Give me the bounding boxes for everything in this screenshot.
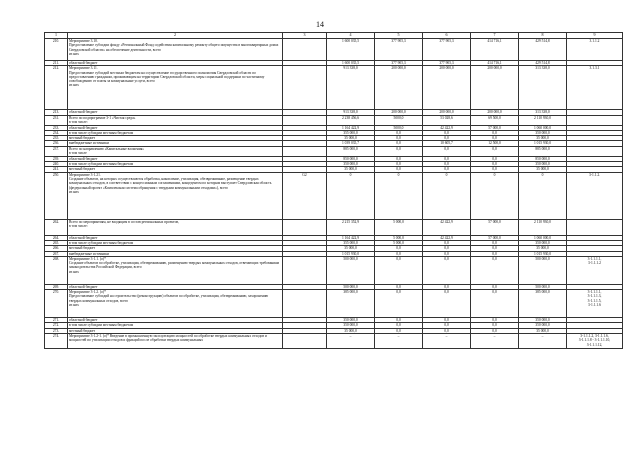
table-row <box>45 39 623 61</box>
column-number: 6 <box>423 33 471 39</box>
row-code <box>283 115 327 125</box>
row-year-3: 0,0 <box>471 246 519 251</box>
table-row <box>45 334 623 349</box>
row-year-4: 35 000,0 <box>519 136 567 141</box>
row-year-4: 350 000,0 <box>519 318 567 323</box>
row-description: Мероприятие 3-1.21. Создание объектов, на которых осуществляются обработка, накопление, утилизация, обезвреживание, размещение твердых коммунальных отходов, в соответствии с концессионным соглашениями, концедентом по которым выступает Свердловская область (федеральный проект «Комплексная система обращения с твердыми коммунальными отходами»), всего из них <box>68 172 283 219</box>
row-year-4: 350 000,0 <box>519 162 567 167</box>
row-year-1: 0,0 <box>375 284 423 289</box>
row-code <box>283 256 327 284</box>
row-description: местный бюджет <box>68 246 283 251</box>
row-description: областной бюджет <box>68 125 283 130</box>
row-year-3: 12 500,0 <box>471 141 519 146</box>
row-description: местный бюджет <box>68 328 283 333</box>
row-year-3: 200 000,0 <box>471 66 519 110</box>
row-year-4: 313 338,0 <box>519 66 567 110</box>
row-year-1: 0,0 <box>375 136 423 141</box>
row-description: областной бюджет <box>68 156 283 161</box>
row-total: 350 000,0 <box>327 323 375 328</box>
row-year-1: 0,0 <box>375 251 423 256</box>
row-year-4: 1 015 930,0 <box>519 251 567 256</box>
row-number: 233. <box>45 125 68 130</box>
row-year-1: – <box>375 334 423 349</box>
row-description: местный бюджет <box>68 136 283 141</box>
column-number: 5 <box>375 33 423 39</box>
row-year-4: 2 110 930,0 <box>519 219 567 235</box>
table-row <box>45 115 623 125</box>
row-number: 241. <box>45 167 68 172</box>
row-target-refs: 3-1.1.1.2, 3-1.1.1.6, 3-1.1.1.8 - 3-1.1.1.10, 3-1.1.1.12, <box>567 334 623 349</box>
row-year-4: 500 000,0 <box>519 256 567 284</box>
row-description: в том числе субсидии местным бюджетам <box>68 162 283 167</box>
row-year-2: 200 000,0 <box>423 66 471 110</box>
row-number: 268. <box>45 256 68 284</box>
row-year-3: 57 000,0 <box>471 219 519 235</box>
row-number: 264. <box>45 235 68 240</box>
column-number: 7 <box>471 33 519 39</box>
row-year-3: 0,0 <box>471 251 519 256</box>
row-year-4: 850 000,0 <box>519 156 567 161</box>
row-number: 235. <box>45 136 68 141</box>
row-year-4: 1 060 000,0 <box>519 235 567 240</box>
row-year-3: 0,0 <box>471 136 519 141</box>
table-row <box>45 256 623 284</box>
row-total: 1 600 035,5 <box>327 61 375 66</box>
row-year-1: 377 905,3 <box>375 61 423 66</box>
row-year-1: 5 000,0 <box>375 240 423 245</box>
row-number: 273. <box>45 328 68 333</box>
row-total: 35 000,0 <box>327 246 375 251</box>
table-row <box>45 66 623 110</box>
row-year-2: 0,0 <box>423 328 471 333</box>
row-year-4: 350 000,0 <box>519 240 567 245</box>
row-year-2: 0,0 <box>423 136 471 141</box>
row-year-3: 0,0 <box>471 167 519 172</box>
column-number: 1 <box>45 33 68 39</box>
row-year-1: 0,0 <box>375 328 423 333</box>
table-row <box>45 290 623 318</box>
row-year-2: 377 905,3 <box>423 61 471 66</box>
budget-table <box>44 32 623 349</box>
row-year-3: 0,0 <box>471 240 519 245</box>
row-total: 35 000,0 <box>327 328 375 333</box>
row-year-3: 0,0 <box>471 146 519 156</box>
row-year-1: 200 000,0 <box>375 110 423 115</box>
row-total: 1 039 035,7 <box>327 141 375 146</box>
row-year-1: 0 <box>375 172 423 219</box>
table-row <box>45 172 623 219</box>
row-year-2: 0,0 <box>423 323 471 328</box>
row-year-1: 0,0 <box>375 246 423 251</box>
row-target-refs: 3-1.1.1.1, 3-1.1.1.2 <box>567 256 623 284</box>
row-year-1: 200 000,0 <box>375 66 423 110</box>
row-number: 239. <box>45 156 68 161</box>
row-number: 265. <box>45 240 68 245</box>
row-year-4: 2 110 930,0 <box>519 115 567 125</box>
row-year-2: 0,0 <box>423 284 471 289</box>
row-description: местный бюджет <box>68 167 283 172</box>
row-year-3: 414 716,1 <box>471 39 519 61</box>
row-code <box>283 219 327 235</box>
row-total: 850 000,0 <box>327 156 375 161</box>
row-description: областной бюджет <box>68 61 283 66</box>
row-description: областной бюджет <box>68 284 283 289</box>
row-total: 1 015 930,0 <box>327 251 375 256</box>
row-year-2: 0,0 <box>423 256 471 284</box>
row-year-2: 10 605,7 <box>423 141 471 146</box>
row-total: 355 000,0 <box>327 130 375 135</box>
row-number: 267. <box>45 251 68 256</box>
row-year-4: 35 000,0 <box>519 167 567 172</box>
row-year-3: – <box>471 334 519 349</box>
row-year-1: 5 000,0 <box>375 219 423 235</box>
row-code <box>283 39 327 61</box>
row-description: Всего по мероприятиям, не входящим в состав региональных проектов, в том числе: <box>68 219 283 235</box>
row-year-1: 0,0 <box>375 323 423 328</box>
row-total: 1 164 422,9 <box>327 125 375 130</box>
row-number: 271. <box>45 318 68 323</box>
row-year-1: 0,0 <box>375 162 423 167</box>
row-total: 2 215 352,9 <box>327 219 375 235</box>
row-target-refs: 3.1.3.1 <box>567 66 623 110</box>
row-year-2: 200 000,0 <box>423 110 471 115</box>
row-year-3: 0,0 <box>471 162 519 167</box>
row-total: 913 338,0 <box>327 66 375 110</box>
row-number: 272. <box>45 323 68 328</box>
row-total: 500 000,0 <box>327 256 375 284</box>
row-description: областной бюджет <box>68 318 283 323</box>
row-year-1: 5000,0 <box>375 115 423 125</box>
row-number: 237. <box>45 146 68 156</box>
row-description: в том числе субсидии местным бюджетам <box>68 323 283 328</box>
row-number: 270. <box>45 290 68 318</box>
row-target-refs: 3-1.1.1.1, 3-1.1.1.3, 3-1.1.1.5, 3-1.1.1.6 <box>567 290 623 318</box>
row-number: 211. <box>45 61 68 66</box>
row-description: в том числе субсидии местным бюджетам <box>68 240 283 245</box>
row-year-4: 385 000,0 <box>519 290 567 318</box>
row-year-2: 53 028,6 <box>423 115 471 125</box>
column-number: 3 <box>283 33 327 39</box>
row-target-refs: 3-1.1.2. <box>567 172 623 219</box>
row-code: G2 <box>283 172 327 219</box>
row-year-2: 0,0 <box>423 162 471 167</box>
row-year-1: 5000,0 <box>375 125 423 130</box>
row-number: 269. <box>45 284 68 289</box>
row-year-2: 42 422,9 <box>423 219 471 235</box>
row-number: 262. <box>45 219 68 235</box>
row-description: Мероприятие 3-1.2-1. (о)* Введение в промышленную эксплуатацию мощностей по обработке твердых коммунальных отходов и мощностей по утилизации отходов и фракций после обработки твердых коммунальных <box>68 334 283 349</box>
row-total: 355 000,0 <box>327 240 375 245</box>
row-year-4: 500 000,0 <box>519 284 567 289</box>
row-year-4: – <box>519 334 567 349</box>
column-number: 2 <box>68 33 283 39</box>
row-description: Мероприятие 3.11. Предоставление субсидий местным бюджетам на осуществление государственного полномочия Свердловской области по предоставлению гражданам, проживающим на территории Свердловской области, меры социальной поддержки по частичному освобождению от платы за коммунальные услуги, всего из них <box>68 66 283 110</box>
row-total: 500 000,0 <box>327 284 375 289</box>
row-number: 236. <box>45 141 68 146</box>
row-year-3: 0,0 <box>471 256 519 284</box>
row-description: Всего по подпрограмме 3-1 «Чистая среда» в том числе: <box>68 115 283 125</box>
row-year-4: 350 000,0 <box>519 130 567 135</box>
row-year-2: 0,0 <box>423 246 471 251</box>
row-total: – <box>327 334 375 349</box>
row-year-4: 429 514,8 <box>519 39 567 61</box>
row-total: 1 600 035,5 <box>327 39 375 61</box>
row-year-3: 414 716,1 <box>471 61 519 66</box>
row-year-2: 0 <box>423 172 471 219</box>
row-year-3: 0,0 <box>471 323 519 328</box>
column-number: 8 <box>519 33 567 39</box>
row-description: Мероприятие 3-1.2. (о)* Предоставление субсидий на строительство (реконструкцию) объектов по обработке, утилизации, обезвреживанию, захоронению твердых коммунальных отходов, всего из них <box>68 290 283 318</box>
row-year-2: 42 422,9 <box>423 235 471 240</box>
column-number: 9 <box>567 33 623 39</box>
row-year-2: 0,0 <box>423 290 471 318</box>
row-total: 35 000,0 <box>327 136 375 141</box>
row-target-refs <box>567 146 623 156</box>
row-number: 266. <box>45 246 68 251</box>
row-number: 234. <box>45 130 68 135</box>
row-year-1: 0,0 <box>375 256 423 284</box>
row-year-1: 0,0 <box>375 130 423 135</box>
row-year-2: 42 422,9 <box>423 125 471 130</box>
row-year-4: 0 <box>519 172 567 219</box>
row-year-3: 0 <box>471 172 519 219</box>
row-year-1: 0,0 <box>375 290 423 318</box>
column-number: 4 <box>327 33 375 39</box>
row-year-3: 0,0 <box>471 290 519 318</box>
row-description: внебюджетные источники <box>68 141 283 146</box>
row-target-refs <box>567 115 623 125</box>
row-target-refs <box>567 219 623 235</box>
row-number: 274. <box>45 334 68 349</box>
row-number: 250. <box>45 172 68 219</box>
row-year-1: 0,0 <box>375 156 423 161</box>
row-year-2: 0,0 <box>423 130 471 135</box>
row-year-3: 57 000,0 <box>471 235 519 240</box>
row-year-3: 0,0 <box>471 130 519 135</box>
row-year-3: 200 000,0 <box>471 110 519 115</box>
table-row <box>45 146 623 156</box>
row-year-2: 0,0 <box>423 146 471 156</box>
row-number: 213. <box>45 110 68 115</box>
row-code <box>283 146 327 156</box>
row-year-4: 35 000,0 <box>519 246 567 251</box>
row-year-3: 0,0 <box>471 284 519 289</box>
row-year-3: 57 000,0 <box>471 125 519 130</box>
row-year-1: 0,0 <box>375 146 423 156</box>
row-year-3: 69 500,0 <box>471 115 519 125</box>
row-year-2: 0,0 <box>423 318 471 323</box>
row-total: 0 <box>327 172 375 219</box>
row-description: Всего по направлению «Капитальные вложения» в том числе <box>68 146 283 156</box>
row-year-3: 0,0 <box>471 328 519 333</box>
table-row <box>45 219 623 235</box>
row-year-3: 0,0 <box>471 318 519 323</box>
row-number: 212. <box>45 66 68 110</box>
row-year-2: 377 905,3 <box>423 39 471 61</box>
row-year-3: 0,0 <box>471 156 519 161</box>
row-year-1: 377 905,3 <box>375 39 423 61</box>
row-year-4: 429 514,8 <box>519 61 567 66</box>
row-year-2: – <box>423 334 471 349</box>
row-total: 1 164 422,9 <box>327 235 375 240</box>
row-year-2: 0,0 <box>423 240 471 245</box>
row-description: Мероприятие 3-1.1. (о)* Создание объектов по обработке, утилизации, обезвреживанию, размещению твердых коммунальных отходов, отвечающих требованиям законодательства Российской Федерации, всего из них <box>68 256 283 284</box>
row-year-4: 350 000,0 <box>519 323 567 328</box>
row-total: 350 000,0 <box>327 162 375 167</box>
row-description: областной бюджет <box>68 235 283 240</box>
row-year-4: 1 015 930,0 <box>519 141 567 146</box>
row-description: внебюджетные источники <box>68 251 283 256</box>
row-code <box>283 334 327 349</box>
row-year-4: 1 060 000,0 <box>519 125 567 130</box>
row-description: в том числе субсидии местным бюджетам <box>68 130 283 135</box>
row-year-2: 0,0 <box>423 156 471 161</box>
row-year-1: 0,0 <box>375 167 423 172</box>
row-total: 913 338,0 <box>327 110 375 115</box>
row-number: 210. <box>45 39 68 61</box>
row-number: 240. <box>45 162 68 167</box>
row-year-2: 0,0 <box>423 167 471 172</box>
row-description: областной бюджет <box>68 110 283 115</box>
row-total: 885 000,0 <box>327 146 375 156</box>
row-year-1: 0,0 <box>375 141 423 146</box>
row-year-4: 885 000,0 <box>519 146 567 156</box>
row-description: Мероприятие 3.10. Предоставление субсидии фонду «Региональный Фонд содействия капитальному ремонту общего имущества в многоквартирных домах Свердловской области» на обеспечение деятельности, всего из них <box>68 39 283 61</box>
row-year-2: 0,0 <box>423 251 471 256</box>
row-total: 350 000,0 <box>327 318 375 323</box>
row-number: 231. <box>45 115 68 125</box>
row-year-1: 0,0 <box>375 318 423 323</box>
row-total: 2 238 456,6 <box>327 115 375 125</box>
row-total: 385 000,0 <box>327 290 375 318</box>
row-code <box>283 66 327 110</box>
page-number: 14 <box>316 20 324 29</box>
row-year-4: 313 338,0 <box>519 110 567 115</box>
row-target-refs: 3.1.1.2 <box>567 39 623 61</box>
row-year-4: 35 000,0 <box>519 328 567 333</box>
row-year-1: 5 000,0 <box>375 235 423 240</box>
row-total: 35 000,0 <box>327 167 375 172</box>
row-code <box>283 290 327 318</box>
